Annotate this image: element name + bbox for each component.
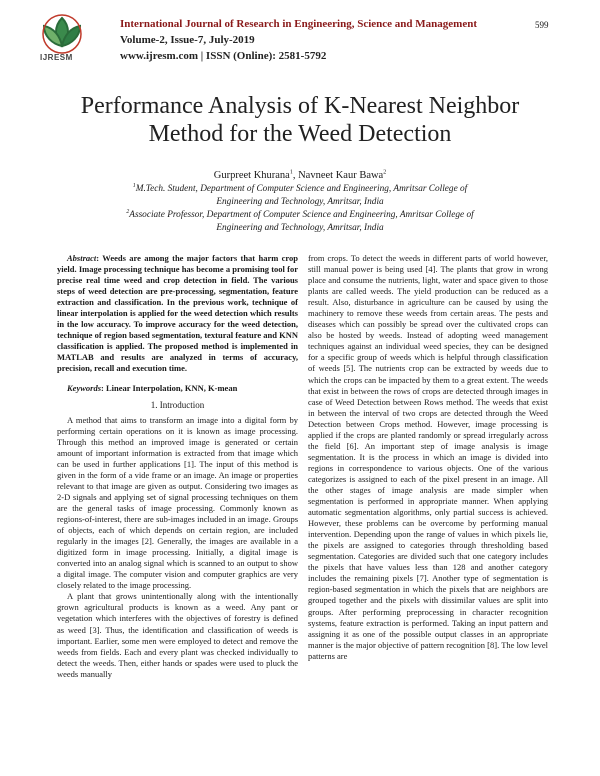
right-column: [308, 253, 548, 662]
intro-paragraph-2: A plant that grows unintentionally along with the intentionally grown agricultural products is known as a weed. Any pant or vegetation which interferes with the objectives of forestry is defined as weed [3]. Thus, the identification and classification of weeds is important. Earlier, some men were employed to detect and remove the weeds from fields. Each and every plant was checked individually to detect the weeds. Then, either hands or spades were used to pluck the weeds manually: [57, 591, 298, 679]
affiliation-1-sup: 1: [132, 182, 136, 189]
paper-title-line1: Performance Analysis of K-Nearest Neighbor: [80, 93, 520, 119]
left-column: [57, 253, 298, 680]
author-1: Gurpreet Khurana: [213, 170, 290, 181]
affiliation-1: [110, 183, 490, 208]
keywords-label: Keywords: [67, 382, 101, 393]
abstract: [57, 253, 298, 375]
section-heading-introduction: 1. Introduction: [150, 399, 205, 410]
author-sep: ,: [292, 170, 299, 181]
paper-title-line2: Method for the Weed Detection: [148, 121, 452, 147]
journal-header: [120, 16, 477, 64]
author-list: [0, 170, 600, 181]
author-1-sup: 1: [289, 169, 293, 176]
journal-logo-text: IJRESM: [40, 53, 73, 62]
affiliation-2-text: Associate Professor, Department of Computer Science and Engineering, Amritsar College of Engineering and Technology, Amritsar, India: [129, 210, 474, 233]
keywords: [57, 383, 298, 394]
journal-issue: Volume-2, Issue-7, July-2019: [120, 34, 255, 46]
affiliation-2-sup: 2: [126, 208, 130, 215]
intro-paragraph-3: from crops. To detect the weeds in different parts of world however, still manual power is being used [4]. The plants that grow in wrong place and consume the nutrients, light, water and space given to those plants are called weeds. The yield production can be reduced as a result. Also, disturbance in agriculture can be caused by using the machinery to remove these weeds from certain areas. The pests and diseases which can possibly be spread over the cultivated crops can also be hosted by weeds. Instead of adopting weed management techniques against an individual weed species, they can be designed for a specific group of weeds which is helpful through classification of weeds [5]. The nutrients crop can be extracted by weeds due to which the crops can be impacted by them to a great extent. The weeds that exist in between the rows of crops are detected through images in case of Weed Detection between Rows method. The weeds that exist in between the interval of two crops are detected through the Weed Detection between Crops method. However, image processing is applied if the crops are planted randomly or spread irregularly across the field [6]. An important step of image analysis is image segmentation. It is the process in which an image is divided into regions in correspondence to various objects. One of the various categorizes is assigned to each of the pixel present in an image. All the other stages of image analysis are made simpler when segmentation is performed in appropriate manner. When applying automatic segmentation algorithms, only partial success is achieved. However, these problems can be overcome by performing manual intervention. Depending upon the range of values in which pixels lie, the pixels are assigned to categories through thresholding based segmentation. Categories are divided such that one category includes the pixels that have values less than 128 and another category includes the remaining pixels [7]. Another type of segmentation is region-based segmentation in which the pixels that are neighbors are grouped together and the pixels with dissimilar values are split into groups. After performing preprocessing in character recognition systems, feature extraction is performed. Taking an input pattern and assigning it as one of the possible output classes in an appropriate manner is the major objective of pattern recognition [8]. The low level patterns are: [308, 253, 548, 661]
keywords-text: : Linear Interpolation, KNN, K-mean: [101, 382, 238, 393]
paper-title: [0, 92, 600, 148]
affiliation-2: [110, 209, 490, 234]
author-2: Navneet Kaur Bawa: [298, 170, 384, 181]
journal-name: International Journal of Research in Engineering, Science and Management: [120, 18, 477, 30]
journal-website[interactable]: www.ijresm.com | ISSN (Online): 2581-5792: [120, 50, 327, 62]
page-number: 599: [535, 20, 549, 30]
author-2-sup: 2: [383, 169, 387, 176]
abstract-label: Abstract: [67, 253, 97, 263]
affiliation-1-text: M.Tech. Student, Department of Computer Science and Engineering, Amritsar College of Engineering and Technology, Amritsar, India: [135, 184, 468, 207]
abstract-text: : Weeds are among the major factors that harm crop yield. Image processing technique has become a promising tool for precise real time weed and crop detection in field. The various steps of weed detection are pre-processing, segmentation, feature extraction and classification. In the previous work, technique of linear interpolation is applied for the weed detection which results in the low accuracy. To improve accuracy for the weed detection, technique of region based segmentation, textural feature and KNN classification is applied. The proposed method is implemented in MATLAB and results are analyzed in terms of accuracy, precision, recall and execution time.: [57, 253, 298, 374]
intro-paragraph-1: A method that aims to transform an image into a digital form by performing certain operations on it is known as image processing. Through this method an improved image is generated or certain amount of important information is extracted from that image which can be used in further applications [1]. The input of this method is given in the form of a vide frame or an image. An image or properties relevant to that image are given as output. Considering two images as 2-D signals and applying set of signal processing techniques on them are the general tasks of image processing. Commonly known as regions-of-interest, there are sub-images included in an image. Groups of objects, each of which depends on certain region, are included regularly in the images [2]. Generally, the images are available in a digitized form in image processing. Initially, a digital image is converted into an analog signal which is scanned to an output to show a digital image. The computer vision and computer graphics are very closely related to the image processing.: [57, 414, 298, 591]
